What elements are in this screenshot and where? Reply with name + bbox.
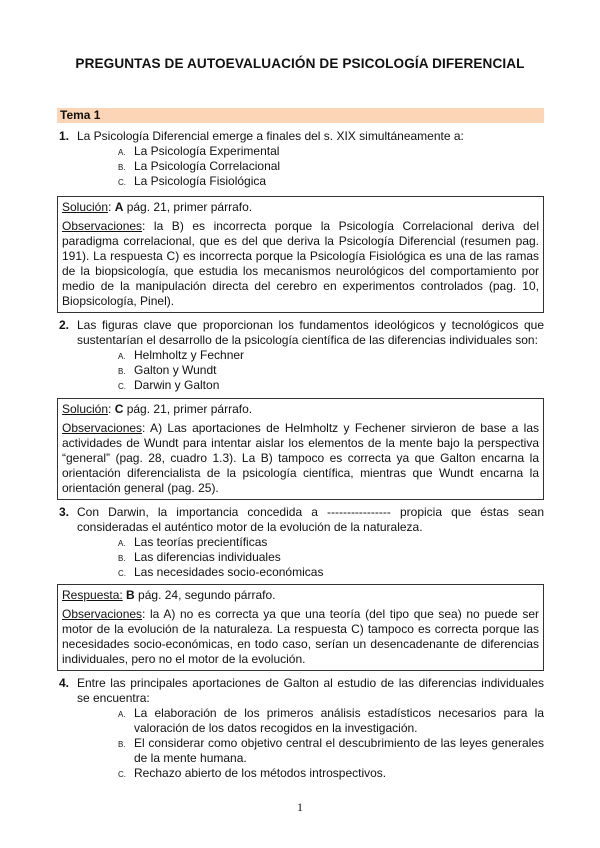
- question-1: [57, 129, 544, 189]
- observations: [62, 421, 539, 496]
- page-number: 1: [297, 800, 303, 814]
- page-title: PREGUNTAS DE AUTOEVALUACIÓN DE PSICOLOGÍA DIFERENCIAL: [75, 56, 525, 71]
- option-letter: A.: [118, 710, 126, 719]
- option-letter: C.: [118, 178, 126, 187]
- option-letter: A.: [118, 539, 126, 548]
- option-text: Las diferencias individuales: [134, 550, 281, 564]
- option-letter: A.: [118, 352, 126, 361]
- option-text: Las necesidades socio-económicas: [134, 565, 324, 579]
- observations-text: : la A) no es correcta ya que una teoría (del tipo que sea) no puede ser motor de la evolución de la naturaleza. La respuesta C) tampoco es correcta porque las necesidades socio-económicas, en todo caso, serían un desencadenante de diferencias individuales, pero no el motor de la evolución.: [62, 607, 539, 666]
- option-a: [118, 706, 544, 736]
- observations-text: : A) Las aportaciones de Helmholtz y Fechener sirvieron de base a las actividades de Wundt para intentar aislar los elementos de la mente bajo la perspectiva “general” (pag. 28, cuadro 1.3). La B) tampoco es correcta ya que Galton encarna la orientación diferencialista de la psicología científica, mientras que Wundt encarna la orientación general (pag. 25).: [62, 421, 539, 495]
- answer-box-2: [57, 398, 544, 500]
- question-3: [57, 505, 544, 580]
- section-header: Tema 1: [57, 108, 544, 123]
- option-text: Las teorías precientíficas: [134, 535, 268, 549]
- option-letter: C.: [118, 770, 126, 779]
- solution-letter: A: [114, 200, 124, 214]
- observations: [62, 219, 539, 309]
- option-text: Rechazo abierto de los métodos introspectivos.: [134, 766, 387, 780]
- observations-label: Observaciones: [62, 219, 143, 233]
- solution-letter: B: [126, 588, 135, 602]
- option-text: Galton y Wundt: [134, 363, 217, 377]
- option-text: La Psicología Experimental: [134, 144, 280, 158]
- solution-reference: pág. 21, primer párrafo.: [123, 200, 253, 214]
- option-b: [118, 363, 544, 378]
- option-text: La elaboración de los primeros análisis estadísticos necesarios para la valoración de los datos recogidos en la investigación.: [134, 706, 544, 735]
- options-list: [118, 348, 544, 393]
- option-letter: B.: [118, 554, 126, 563]
- observations-label: Observaciones: [62, 421, 143, 435]
- option-a: [118, 348, 544, 363]
- solution-line: [62, 588, 539, 603]
- option-a: [118, 535, 544, 550]
- option-letter: A.: [118, 148, 126, 157]
- option-text: El considerar como objetivo central el descubrimiento de las leyes generales de la mente humana.: [134, 736, 544, 765]
- option-letter: B.: [118, 367, 126, 376]
- option-a: [118, 144, 544, 159]
- option-c: [118, 378, 544, 393]
- options-list: [118, 535, 544, 580]
- question-text: La Psicología Diferencial emerge a finales del s. XIX simultáneamente a:: [77, 129, 464, 143]
- question-number: 3.: [59, 505, 70, 519]
- solution-line: Solución: A pág. 21, primer párrafo.: [62, 200, 253, 214]
- solution-label: Solución: [62, 402, 109, 416]
- options-list: [118, 706, 544, 781]
- question-4: [57, 676, 544, 781]
- solution-reference: pág. 21, primer párrafo.: [123, 402, 253, 416]
- option-b: [118, 736, 544, 766]
- option-letter: C.: [118, 569, 126, 578]
- option-c: [118, 766, 544, 781]
- option-text: La Psicología Fisiológica: [134, 174, 267, 188]
- options-list: [118, 144, 544, 189]
- solution-label: Respuesta:: [62, 588, 123, 602]
- question-text: Con Darwin, la importancia concedida a ---------------- propicia que éstas sean consideradas el auténtico motor de la evolución de la naturaleza.: [77, 505, 544, 534]
- question-text: Entre las principales aportaciones de Galton al estudio de las diferencias individuales se encuentra:: [77, 676, 544, 705]
- question-number: 2.: [59, 318, 70, 332]
- observations-text: : la B) es incorrecta porque la Psicología Correlacional deriva del paradigma correlacional, que es del que deriva la Psicología Diferencial (resumen pag. 191). La respuesta C) es incorrecta porque la Psicología Fisiológica es una de las ramas de la biopsicología, que estudia los mecanismos neurológicos del comportamiento por medio de la manipulación directa del cerebro en experimentos controlados (pag. 10, Biopsicología, Pinel).: [62, 219, 539, 308]
- option-b: [118, 550, 544, 565]
- solution-reference: pág. 24, segundo párrafo.: [134, 588, 276, 602]
- option-letter: B.: [118, 163, 126, 172]
- option-text: Helmholtz y Fechner: [134, 348, 245, 362]
- question-2: [57, 318, 544, 393]
- option-c: [118, 174, 544, 189]
- solution-label: Solución: [62, 200, 109, 214]
- solution-line: Solución: C pág. 21, primer párrafo.: [62, 402, 253, 416]
- option-c: [118, 565, 544, 580]
- question-number: 1.: [59, 129, 70, 143]
- answer-box-3: [57, 584, 544, 671]
- answer-box-1: [57, 196, 544, 313]
- observations-label: Observaciones: [62, 607, 143, 621]
- solution-letter: C: [114, 402, 124, 416]
- option-letter: B.: [118, 740, 126, 749]
- option-b: [118, 159, 544, 174]
- option-letter: C.: [118, 382, 126, 391]
- option-text: Darwin y Galton: [134, 378, 220, 392]
- question-number: 4.: [59, 676, 70, 690]
- option-text: La Psicología Correlacional: [134, 159, 281, 173]
- observations: [62, 607, 539, 667]
- question-text: Las figuras clave que proporcionan los fundamentos ideológicos y tecnológicos que sustentarían el desarrollo de la psicología científica de las diferencias individuales son:: [77, 318, 544, 347]
